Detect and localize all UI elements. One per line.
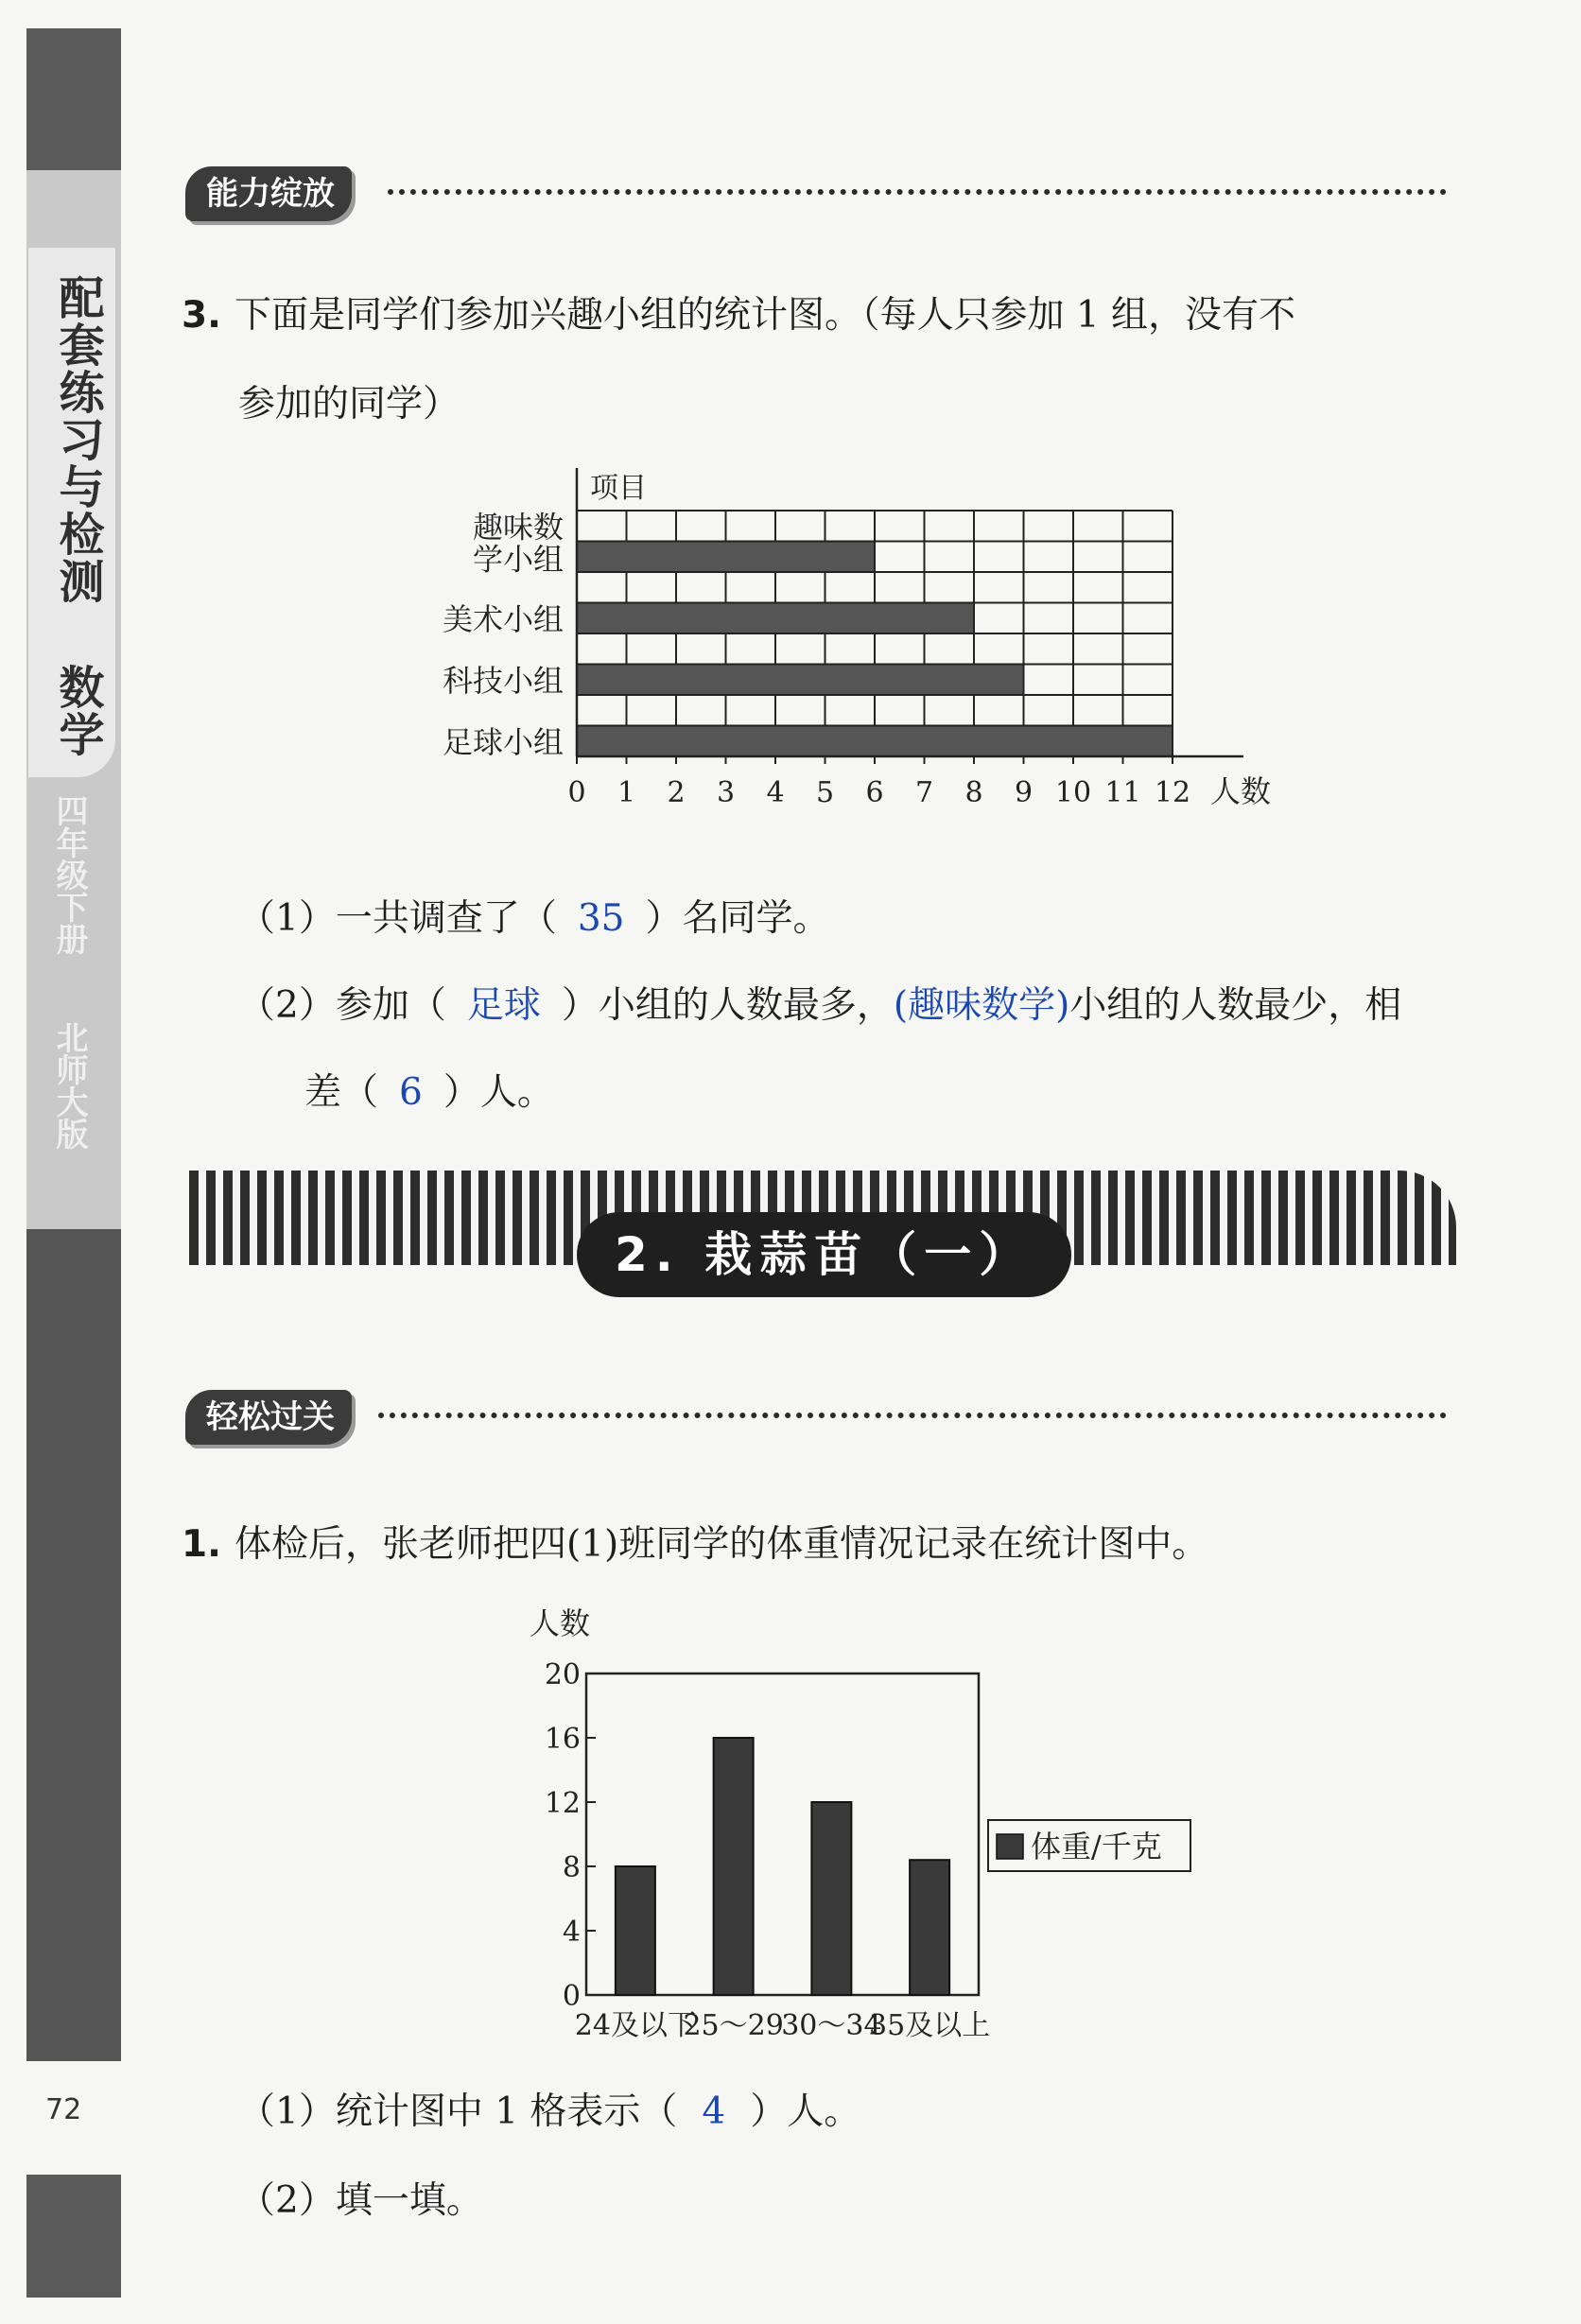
bar-1 xyxy=(577,603,974,634)
lesson-banner xyxy=(189,1171,1456,1293)
sub2-text-mid2: 小组的人数最少，相 xyxy=(1069,984,1402,1027)
question-number: 3. xyxy=(182,294,221,337)
x-tick-label: 11 xyxy=(1104,776,1141,809)
question-text: 体检后，张老师把四(1)班同学的体重情况记录在统计图中。 xyxy=(234,1523,1209,1566)
bar-3 xyxy=(577,726,1173,757)
weight-bar-chart xyxy=(511,1598,1229,2052)
section-badge-easy: 轻松过关 xyxy=(185,1390,352,1445)
x-tick-label: 3 xyxy=(716,776,736,809)
bar-0 xyxy=(616,1866,655,1995)
legend-label: 体重/千克 xyxy=(1031,1829,1162,1864)
section-badge-ability: 能力绽放 xyxy=(185,166,352,221)
question-1-sub2: （2）填一填。 xyxy=(238,2179,483,2222)
sub2-text-end: ）人。 xyxy=(443,1071,554,1114)
question-number: 1. xyxy=(182,1523,221,1566)
answer-difference: 6 xyxy=(399,1071,423,1114)
y-tick-label: 4 xyxy=(562,1916,581,1949)
margin-decoration-bottom xyxy=(26,2175,121,2298)
x-tick-label: 1 xyxy=(617,776,636,809)
bar-1 xyxy=(714,1738,754,1995)
y-tick-label: 12 xyxy=(544,1787,581,1820)
sub1-text: （1）统计图中 1 格表示（ xyxy=(238,2090,678,2133)
edition-label: 北师大版 xyxy=(50,1021,88,1150)
answer-per-cell: 4 xyxy=(702,2090,726,2133)
question-3-sub2-line2 xyxy=(304,1063,554,1116)
question-3-sub1 xyxy=(238,889,829,942)
series-title: 配套练习与检测 xyxy=(51,274,104,605)
category-label: 美术小组 xyxy=(442,600,564,637)
x-axis-label: 人数 xyxy=(1210,773,1272,809)
category-label: 趣味数 xyxy=(472,509,564,546)
category-label: 30～34 xyxy=(781,2009,882,2042)
x-tick-label: 0 xyxy=(567,776,586,809)
question-1 xyxy=(182,1515,1208,1568)
category-label: 35及以上 xyxy=(869,2009,991,2042)
x-tick-label: 6 xyxy=(865,776,884,809)
sub2-text-mid: ）小组的人数最多， xyxy=(561,984,894,1027)
category-label: 25～29 xyxy=(683,2009,784,2042)
bar-2 xyxy=(811,1802,851,1995)
x-tick-label: 9 xyxy=(1014,776,1034,809)
grade-label: 四年级下册 xyxy=(50,794,88,955)
question-3-sub2 xyxy=(238,976,1401,1029)
sub2-text-diff: 差（ xyxy=(304,1071,379,1114)
chart-legend xyxy=(988,1820,1190,1871)
x-tick-label: 2 xyxy=(667,776,686,809)
sub1-text: （1）一共调查了（ xyxy=(238,897,557,940)
x-tick-label: 10 xyxy=(1054,776,1092,809)
answer-total: 35 xyxy=(577,897,625,940)
page-number: 72 xyxy=(45,2093,82,2126)
bar-0 xyxy=(577,542,875,573)
category-label: 足球小组 xyxy=(442,723,564,760)
subject-title: 数学 xyxy=(51,664,104,758)
y-tick-label: 0 xyxy=(562,1980,581,2013)
bar-2 xyxy=(577,665,1024,696)
question-3-line2: 参加的同学） xyxy=(238,383,460,425)
category-label: 科技小组 xyxy=(442,662,564,699)
y-axis-label: 项目 xyxy=(590,472,647,505)
x-tick-label: 4 xyxy=(766,776,785,809)
x-tick-label: 5 xyxy=(815,776,835,809)
interest-group-bar-chart xyxy=(397,463,1305,860)
legend-swatch xyxy=(997,1834,1023,1859)
question-3-line1 xyxy=(182,286,1295,338)
chart-labels xyxy=(443,472,1271,809)
margin-decoration-top xyxy=(26,28,121,170)
section-divider-dots xyxy=(388,189,1447,195)
category-label: 学小组 xyxy=(472,541,564,578)
y-tick-label: 20 xyxy=(544,1658,581,1691)
y-tick-label: 8 xyxy=(562,1851,581,1884)
bar-3 xyxy=(910,1860,949,1995)
section-divider-dots xyxy=(378,1413,1447,1418)
x-tick-label: 12 xyxy=(1154,776,1191,809)
question-text: 下面是同学们参加兴趣小组的统计图。（每人只参加 1 组，没有不 xyxy=(234,294,1296,337)
sub2-text: （2）参加（ xyxy=(238,984,446,1027)
sub1-text-end: ）人。 xyxy=(750,2090,861,2133)
category-label: 24及以下 xyxy=(574,2009,696,2042)
y-tick-label: 16 xyxy=(544,1723,581,1756)
x-tick-label: 7 xyxy=(914,776,934,809)
chart-bars xyxy=(616,1738,949,1995)
margin-band-dark xyxy=(26,1229,121,2061)
x-tick-label: 8 xyxy=(964,776,983,809)
question-1-sub1 xyxy=(238,2082,860,2135)
answer-least: (趣味数学) xyxy=(893,984,1070,1027)
lesson-title: 2. 栽蒜苗（一） xyxy=(577,1212,1071,1297)
answer-most: 足球 xyxy=(466,984,541,1027)
sub1-text-end: ）名同学。 xyxy=(645,897,830,940)
y-axis-label: 人数 xyxy=(530,1605,591,1641)
